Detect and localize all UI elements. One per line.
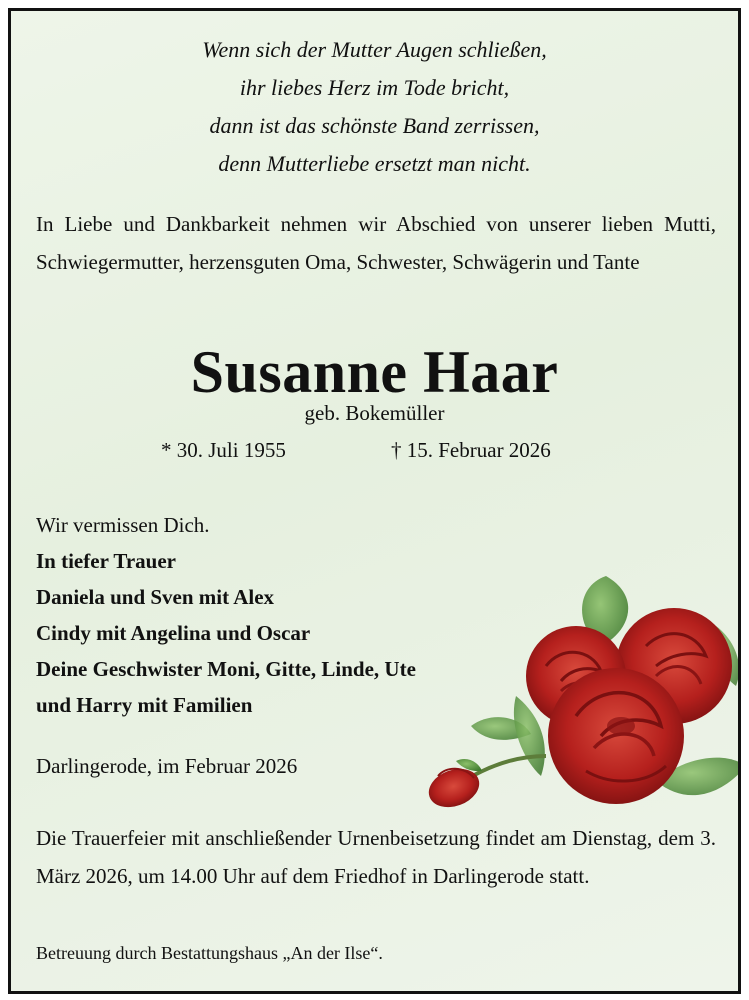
mourners-list [36, 507, 416, 723]
poem-line: Wenn sich der Mutter Augen schließen, [202, 37, 547, 62]
undertaker-note: Betreuung durch Bestattungshaus „An der Ilse“. [36, 943, 383, 963]
memorial-poem [11, 31, 738, 183]
mourner-line: und Harry mit Familien [36, 693, 253, 717]
place-and-date: Darlingerode, im Februar 2026 [36, 754, 298, 778]
roses-image [416, 566, 741, 811]
obituary-notice [8, 8, 741, 994]
funeral-details: Die Trauerfeier mit anschließender Urnenbeisetzung findet am Dienstag, dem 3. März 2026, um 14.00 Uhr auf dem Friedhof in Darlingerode statt. [36, 826, 716, 888]
mourner-line: Deine Geschwister Moni, Gitte, Linde, Ute [36, 657, 416, 681]
birth-date: * 30. Juli 1955 [161, 438, 286, 462]
poem-line: dann ist das schönste Band zerrissen, [209, 113, 540, 138]
birth-name: geb. Bokemüller [304, 401, 445, 425]
life-dates [161, 435, 551, 465]
death-date: † 15. Februar 2026 [391, 438, 551, 462]
missing-line: Wir vermissen Dich. [36, 513, 210, 537]
poem-line: ihr liebes Herz im Tode bricht, [239, 75, 510, 100]
farewell-text: In Liebe und Dankbarkeit nehmen wir Abschied von unserer lieben Mutti, Schwiegermutter, herzensguten Oma, Schwester, Schwägerin und Tante [36, 212, 716, 274]
poem-line: denn Mutterliebe ersetzt man nicht. [218, 151, 531, 176]
deceased-name: Susanne Haar [190, 339, 559, 405]
mourner-line: In tiefer Trauer [36, 549, 176, 573]
mourner-line: Cindy mit Angelina und Oscar [36, 621, 311, 645]
mourner-line: Daniela und Sven mit Alex [36, 585, 275, 609]
